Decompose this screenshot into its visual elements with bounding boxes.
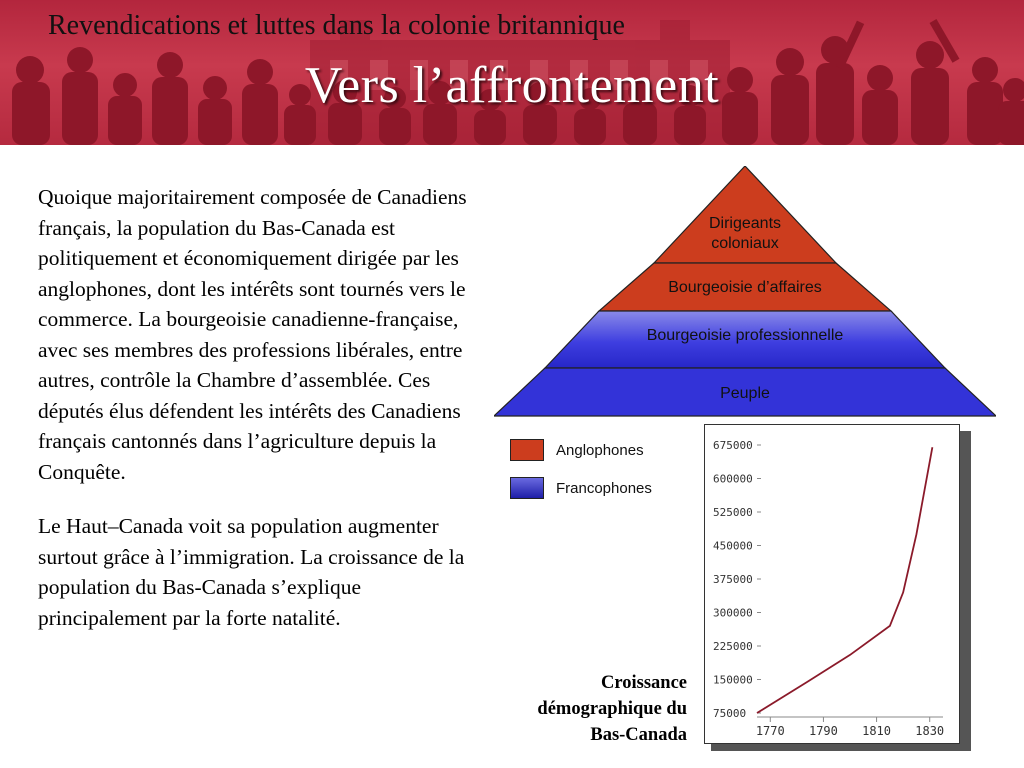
- x-tick-label: 1770: [755, 724, 785, 738]
- paragraph-1: Quoique majoritairement composée de Canadiens français, la population du Bas-Canada est politiquement et économiquement dirigée par les anglophones, dont les intérêts sont tournés vers le commerce. La bourgeoisie canadienne-française, avec ses membres des professions libérales, entre autres, contrôle la Chambre d’assemblée. Ces députés élus défendent les intérêts des Canadiens français cantonnés dans l’agriculture depuis la Conquête.: [38, 185, 467, 484]
- pyramid-label-bourgeoisie-affaires: Bourgeoisie d’affaires: [668, 279, 822, 296]
- y-tick-label: 75000: [713, 707, 747, 720]
- legend-swatch-francophones: [510, 477, 544, 499]
- social-pyramid: [494, 166, 996, 418]
- chart-svg: [705, 425, 959, 743]
- y-tick-label: 300000: [713, 606, 753, 620]
- legend-swatch-anglophones: [510, 439, 544, 461]
- header-banner: [0, 0, 1024, 145]
- legend-item-anglophones: [510, 433, 652, 467]
- y-tick-label: 600000: [713, 472, 753, 486]
- pyramid-label-bourgeoisie-professionnelle: Bourgeoisie professionnelle: [646, 327, 844, 344]
- legend-item-francophones: [510, 471, 652, 505]
- legend: [510, 433, 652, 509]
- legend-label: Anglophones: [556, 441, 644, 459]
- pyramid-label-dirigeants: Dirigeants coloniaux: [708, 215, 782, 252]
- x-tick-label: 1830: [915, 724, 945, 738]
- legend-label: Francophones: [556, 479, 652, 497]
- page-title: Vers l’affrontement: [304, 57, 720, 114]
- y-tick-label: 375000: [713, 573, 753, 586]
- chart-caption: Croissance démographique du Bas-Canada: [537, 673, 687, 745]
- population-series-line: [757, 447, 932, 713]
- population-chart: [704, 424, 960, 744]
- y-tick-label: 225000: [713, 640, 753, 653]
- y-tick-label: 450000: [713, 539, 753, 553]
- pyramid-label-peuple: Peuple: [720, 385, 770, 402]
- body-text: [38, 182, 483, 657]
- x-tick-label: 1790: [808, 724, 838, 738]
- y-tick-label: 150000: [713, 673, 753, 687]
- y-tick-label: 525000: [713, 506, 753, 519]
- y-tick-label: 675000: [713, 439, 753, 452]
- paragraph-2: Le Haut–Canada voit sa population augmenter surtout grâce à l’immigration. La croissance de la population du Bas-Canada s’explique principalement par la forte natalité.: [38, 514, 465, 630]
- x-tick-label: 1810: [862, 724, 892, 738]
- page-subtitle: Revendications et luttes dans la colonie britannique: [48, 10, 625, 41]
